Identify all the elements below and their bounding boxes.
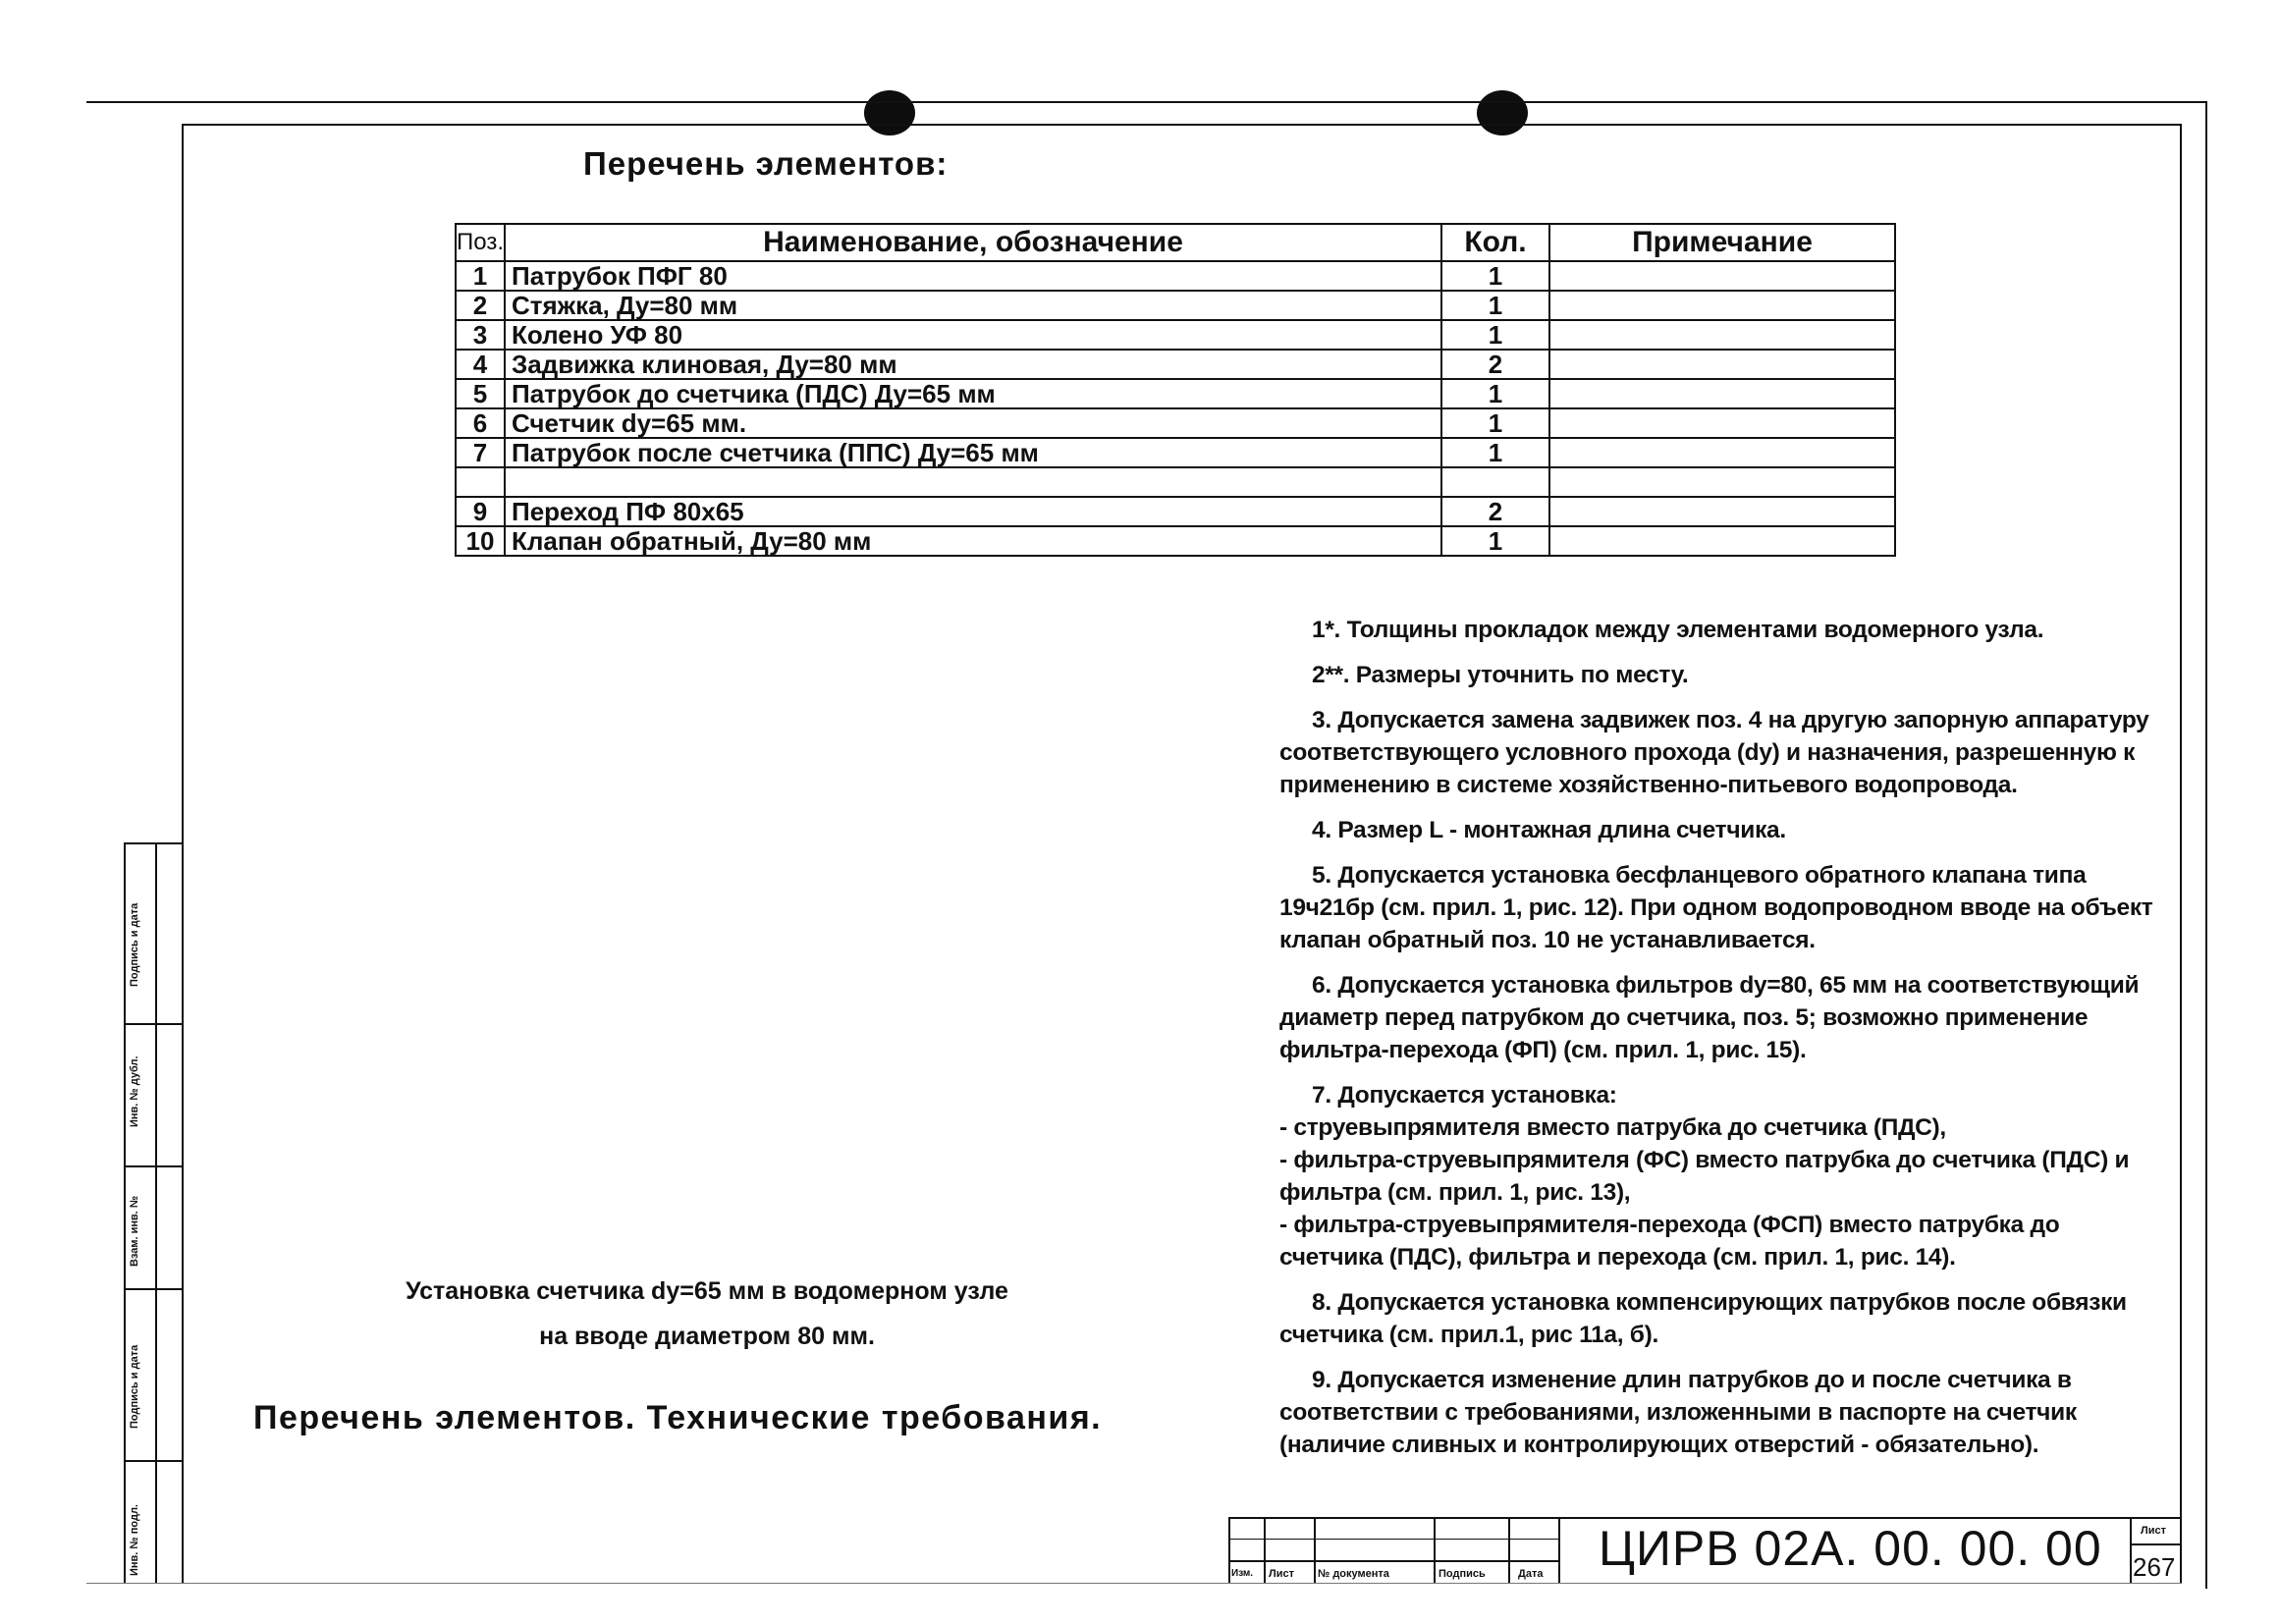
label-date: Дата	[1518, 1568, 1544, 1580]
cell-qty: 2	[1441, 350, 1549, 379]
cell-pos: 9	[456, 497, 505, 526]
note-7-item: - струевыпрямителя вместо патрубка до счетчика (ПДС),	[1279, 1114, 1946, 1141]
cell-pos	[456, 467, 505, 497]
technical-requirements	[1279, 614, 2168, 1474]
document-code: ЦИРВ 02А. 00. 00. 00	[1599, 1521, 2102, 1576]
table-row	[456, 408, 1895, 438]
binder-hole-right	[1477, 90, 1528, 135]
cell-qty: 1	[1441, 408, 1549, 438]
stamp-inv-duplicate: Инв. № дубл.	[129, 1056, 140, 1127]
side-stamp-line	[155, 842, 157, 1583]
cell-name: Патрубок ПФГ 80	[505, 261, 1441, 291]
label-signature: Подпись	[1439, 1568, 1486, 1580]
side-stamp-line	[124, 842, 126, 1583]
title-block-line	[1228, 1517, 1230, 1583]
cell-name: Стяжка, Ду=80 мм	[505, 291, 1441, 320]
table-header-row	[456, 224, 1895, 261]
side-stamp-divider	[124, 1288, 183, 1290]
table-row	[456, 261, 1895, 291]
header-qty: Кол.	[1441, 224, 1549, 261]
cell-pos: 1	[456, 261, 505, 291]
title-block-line	[2130, 1543, 2180, 1545]
table-row	[456, 438, 1895, 467]
table-row	[456, 350, 1895, 379]
frame-top-outer	[86, 101, 2207, 103]
title-block-line	[1434, 1517, 1436, 1583]
frame-right-outer	[2205, 101, 2207, 1589]
side-stamp-divider	[124, 1023, 183, 1025]
cell-pos: 3	[456, 320, 505, 350]
cell-note	[1549, 350, 1895, 379]
frame-left	[182, 124, 184, 1583]
cell-pos: 7	[456, 438, 505, 467]
cell-note	[1549, 438, 1895, 467]
cell-name: Счетчик dy=65 мм.	[505, 408, 1441, 438]
note-7	[1279, 1079, 2168, 1273]
drawing-caption	[373, 1269, 1041, 1359]
note-3: 3. Допускается замена задвижек поз. 4 на другую запорную аппаратуру соответствующего условного прохода (dy) и назначения, разрешенную к применению в системе хозяйственно-питьевого водопровода.	[1279, 707, 2149, 798]
cell-note	[1549, 408, 1895, 438]
note-9: 9. Допускается изменение длин патрубков до и после счетчика в соответствии с требованиями, изложенными в паспорте на счетчик (наличие сливных и контролирующих отверстий - обязательно).	[1279, 1367, 2077, 1458]
cell-name	[505, 467, 1441, 497]
note-6: 6. Допускается установка фильтров dy=80, 65 мм на соответствующий диаметр перед патрубком до счетчика, поз. 5; возможно применение фильтра-перехода (ФП) (см. прил. 1, рис. 15).	[1279, 972, 2140, 1063]
note-1: 1*. Толщины прокладок между элементами водомерного узла.	[1312, 617, 2044, 643]
table-row	[456, 320, 1895, 350]
cell-note	[1549, 261, 1895, 291]
header-name: Наименование, обозначение	[505, 224, 1441, 261]
cell-note	[1549, 526, 1895, 556]
cell-pos: 10	[456, 526, 505, 556]
cell-note	[1549, 291, 1895, 320]
stamp-signature-date: Подпись и дата	[129, 1344, 140, 1429]
frame-bottom	[86, 1583, 2182, 1584]
title-block-line	[2130, 1517, 2132, 1583]
side-stamp-divider	[124, 1460, 183, 1462]
cell-name: Патрубок до счетчика (ПДС) Ду=65 мм	[505, 379, 1441, 408]
cell-note	[1549, 467, 1895, 497]
cell-name: Колено УФ 80	[505, 320, 1441, 350]
cell-name: Клапан обратный, Ду=80 мм	[505, 526, 1441, 556]
cell-name: Задвижка клиновая, Ду=80 мм	[505, 350, 1441, 379]
side-stamp-divider	[124, 1165, 183, 1167]
stamp-inv-original: Инв. № подл.	[129, 1504, 140, 1576]
table-row	[456, 526, 1895, 556]
note-7-item: - фильтра-струевыпрямителя (ФС) вместо патрубка до счетчика (ПДС) и фильтра (см. прил. 1, рис. 13),	[1279, 1147, 2130, 1206]
cell-pos: 6	[456, 408, 505, 438]
caption-line: на вводе диаметром 80 мм.	[539, 1323, 875, 1350]
binder-hole-left	[864, 90, 915, 135]
title-block-line	[1264, 1517, 1266, 1583]
sheet-number: 267	[2133, 1552, 2176, 1582]
cell-pos: 5	[456, 379, 505, 408]
frame-right	[2180, 124, 2182, 1583]
cell-name: Переход ПФ 80х65	[505, 497, 1441, 526]
stamp-signature-date: Подпись и дата	[129, 902, 140, 987]
table-row	[456, 497, 1895, 526]
cell-note	[1549, 320, 1895, 350]
cell-qty: 1	[1441, 291, 1549, 320]
label-document-number: № документа	[1318, 1568, 1389, 1580]
cell-qty: 2	[1441, 497, 1549, 526]
header-note: Примечание	[1549, 224, 1895, 261]
note-7-item: - фильтра-струевыпрямителя-перехода (ФСП) вместо патрубка до счетчика (ПДС), фильтра и перехода (см. прил. 1, рис. 14).	[1279, 1212, 2060, 1271]
title-block-line	[1228, 1517, 2180, 1519]
stamp-replaced-inv: Взам. инв. №	[129, 1195, 140, 1267]
title-block-line	[1558, 1517, 1560, 1583]
cell-qty: 1	[1441, 438, 1549, 467]
note-2: 2**. Размеры уточнить по месту.	[1312, 662, 1689, 688]
side-stamp-divider	[124, 842, 183, 844]
cell-note	[1549, 497, 1895, 526]
elements-table	[455, 223, 1896, 557]
table-row	[456, 291, 1895, 320]
cell-note	[1549, 379, 1895, 408]
table-row	[456, 467, 1895, 497]
header-pos: Поз.	[456, 224, 505, 261]
cell-qty: 1	[1441, 526, 1549, 556]
cell-qty: 1	[1441, 261, 1549, 291]
elements-list-title: Перечень элементов:	[583, 145, 949, 182]
cell-qty: 1	[1441, 320, 1549, 350]
note-7-heading: 7. Допускается установка:	[1312, 1082, 1617, 1109]
caption-line: Установка счетчика dy=65 мм в водомерном узле	[406, 1277, 1008, 1305]
label-sheet: Лист	[1269, 1568, 1294, 1580]
cell-name: Патрубок после счетчика (ППС) Ду=65 мм	[505, 438, 1441, 467]
sheet-subtitle: Перечень элементов. Технические требования.	[253, 1399, 1103, 1436]
title-block-line	[1508, 1517, 1510, 1583]
note-5: 5. Допускается установка бесфланцевого обратного клапана типа 19ч21бр (см. прил. 1, рис. 12). При одном водопроводном вводе на объект клапан обратный поз. 10 не устанавливается.	[1279, 862, 2153, 953]
title-block-line	[1314, 1517, 1316, 1583]
note-4: 4. Размер L - монтажная длина счетчика.	[1312, 817, 1786, 843]
table-row	[456, 379, 1895, 408]
cell-qty	[1441, 467, 1549, 497]
label-sheet-number: Лист	[2141, 1525, 2166, 1537]
cell-pos: 2	[456, 291, 505, 320]
label-revision: Изм.	[1231, 1568, 1254, 1579]
frame-top	[182, 124, 2180, 126]
note-8: 8. Допускается установка компенсирующих патрубков после обвязки счетчика (см. прил.1, рис 11а, б).	[1279, 1289, 2127, 1348]
cell-pos: 4	[456, 350, 505, 379]
cell-qty: 1	[1441, 379, 1549, 408]
